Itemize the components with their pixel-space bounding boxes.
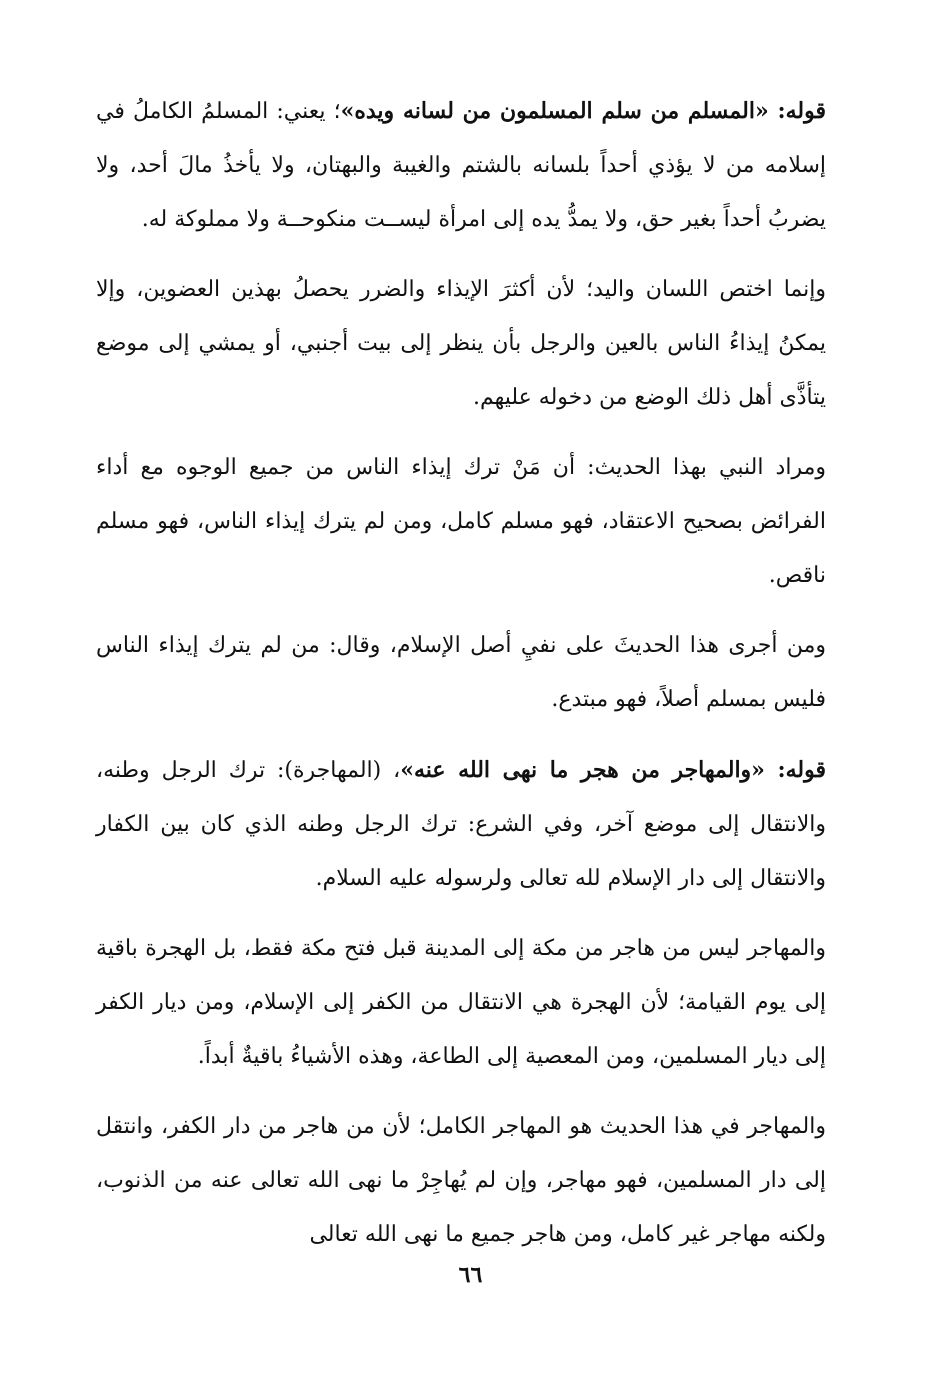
- page-number: ٦٦: [458, 1262, 483, 1288]
- paragraph-2: [96, 263, 826, 425]
- paragraph-7: [96, 1100, 826, 1262]
- paragraph-6-text: والمهاجر ليس من هاجر من مكة إلى المدينة قبل فتح مكة فقط، بل الهجرة باقية إلى يوم القيامة؛ لأن الهجرة هي الانتقال من الكفر إلى الإسلام، ومن ديار الكفر إلى ديار المسلمين، ومن المعصية إلى الطاعة، وهذه الأشياءُ باقيةٌ أبداً.: [96, 936, 826, 1069]
- page-body: [96, 84, 826, 1278]
- paragraph-5-text: ، (المهاجرة): ترك الرجل وطنه، والانتقال إلى موضع آخر، وفي الشرع: ترك الرجل وطنه الذي كان بين الكفار والانتقال إلى دار الإسلام لله تعالى ولرسوله عليه السلام.: [96, 758, 826, 891]
- paragraph-1-text: ؛ يعني: المسلمُ الكاملُ في إسلامه من لا يؤذي أحداً بلسانه بالشتم والغيبة والبهتان، ولا يأخذُ مالَ أحد، ولا يضربُ أحداً بغير حق، ولا يمدُّ يده إلى امرأة ليســت منكوحــة ولا مملوكة له.: [96, 99, 826, 232]
- paragraph-3: [96, 441, 826, 603]
- paragraph-6: [96, 922, 826, 1084]
- paragraph-1: [96, 84, 826, 247]
- paragraph-7-text: والمهاجر في هذا الحديث هو المهاجر الكامل؛ لأن من هاجر من دار الكفر، وانتقل إلى دار المسلمين، فهو مهاجر، وإن لم يُهاجِرْ ما نهى الله تعالى عنه من الذنوب، ولكنه مهاجر غير كامل، ومن هاجر جميع ما نهى الله تعالى: [96, 1114, 826, 1247]
- paragraph-4: [96, 619, 826, 727]
- paragraph-3-text: ومراد النبي بهذا الحديث: أن مَنْ ترك إيذاء الناس من جميع الوجوه مع أداء الفرائض بصحيح الاعتقاد، فهو مسلم كامل، ومن لم يترك إيذاء الناس، فهو مسلم ناقص.: [96, 455, 826, 588]
- hadith-quote-2: قوله: «والمهاجر من هجر ما نهى الله عنه»: [400, 757, 826, 783]
- paragraph-5: [96, 743, 826, 906]
- paragraph-4-text: ومن أجرى هذا الحديثَ على نفيِ أصل الإسلام، وقال: من لم يترك إيذاء الناس فليس بمسلم أصلاً، فهو مبتدع.: [96, 633, 826, 712]
- hadith-quote-1: قوله: «المسلم من سلم المسلمون من لسانه ويده»: [340, 98, 826, 124]
- paragraph-2-text: وإنما اختص اللسان واليد؛ لأن أكثرَ الإيذاء والضرر يحصلُ بهذين العضوين، وإلا يمكنُ إيذاءُ الناس بالعين والرجل بأن ينظر إلى بيت أجنبي، أو يمشي إلى موضع يتأذَّى أهل ذلك الوضع من دخوله عليهم.: [96, 277, 826, 410]
